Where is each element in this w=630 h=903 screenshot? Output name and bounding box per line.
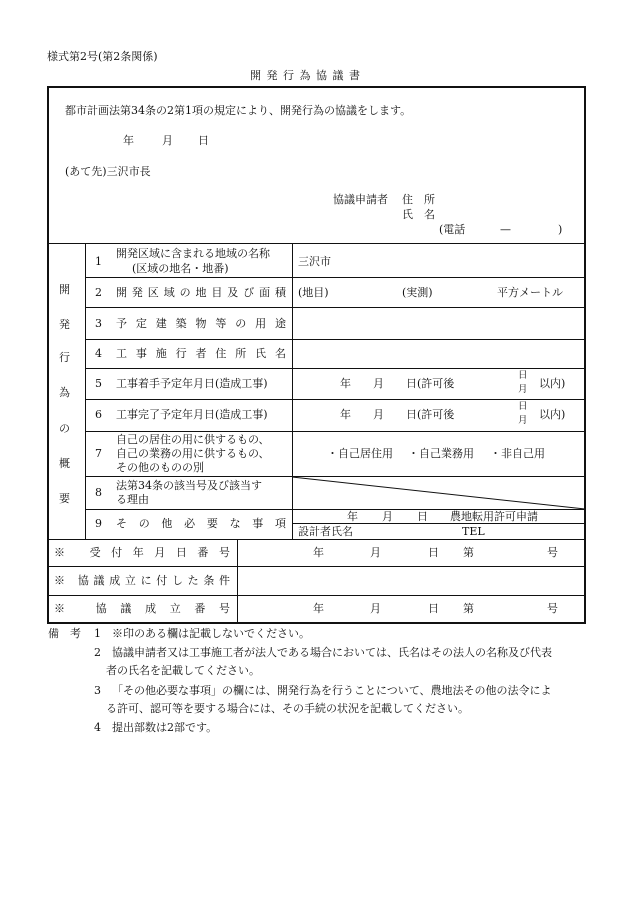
row-number: 2 [95, 286, 102, 299]
note-number: 4 [94, 721, 101, 734]
row5-year: 年 [340, 377, 351, 390]
row8-label-line: 法第34条の該当号及び該当す [116, 479, 262, 492]
side-label-char: 概 [59, 457, 70, 470]
row1-value: 三沢市 [298, 255, 331, 268]
note-number: 3 [94, 684, 101, 697]
receipt-day: 日 [428, 546, 439, 559]
row6-day: 日(許可後 [406, 408, 455, 421]
page-title: 開 発 行 為 協 議 書 [250, 69, 361, 82]
row7-label-line: 自己の業務の用に供するもの、 [116, 447, 270, 460]
row-number: 7 [95, 447, 102, 460]
row2-land-category: (地目) [298, 286, 329, 299]
row1-label-sub: (区域の地名・地番) [132, 262, 229, 275]
row-number: 1 [95, 255, 102, 268]
row5-day: 日(許可後 [406, 377, 455, 390]
side-label-char: 要 [59, 492, 70, 505]
row6-month: 月 [373, 408, 384, 421]
date-month: 月 [162, 134, 173, 147]
note-text: 者の氏名を記載してください。 [106, 664, 260, 677]
phone-open: (電話 [439, 223, 466, 236]
row6-within: 以内) [539, 408, 566, 421]
agreement-dai: 第 [463, 602, 474, 615]
agreement-go: 号 [547, 602, 558, 615]
applicant-label: 協議申請者 [333, 193, 388, 206]
diagonal-strike [292, 476, 585, 509]
row-number: 8 [95, 486, 102, 499]
receipt-year: 年 [313, 546, 324, 559]
note-text: 提出部数は2部です。 [112, 721, 218, 734]
row9-farmland-permit: 農地転用許可申請 [450, 510, 538, 523]
row5-month: 月 [373, 377, 384, 390]
row9-tel: TEL [462, 525, 485, 538]
agreement-year: 年 [313, 602, 324, 615]
row-number: 5 [95, 377, 102, 390]
side-label-char: 開 [59, 283, 70, 296]
row7-option-own-business: ・自己業務用 [408, 447, 474, 460]
receipt-label: ※ 受付年月日番号 [54, 546, 230, 559]
date-year: 年 [123, 134, 134, 147]
row7-option-non-self: ・非自己用 [490, 447, 545, 460]
note-text: る許可、認可等を要する場合には、その手続の状況を記載してください。 [106, 702, 469, 715]
name-label: 氏 名 [402, 208, 435, 221]
row6-ri: 日 [518, 401, 528, 412]
row2-unit: 平方メートル [497, 286, 563, 299]
row9-year: 年 [347, 510, 358, 523]
row8-label-line: る理由 [116, 493, 149, 506]
side-label-char: 行 [59, 351, 70, 364]
phone-dash: — [500, 223, 511, 236]
addressee: (あて先)三沢市長 [65, 165, 151, 178]
note-text: ※印のある欄は記載しないでください。 [112, 627, 310, 640]
row9-day: 日 [417, 510, 428, 523]
row7-label-line: 自己の居住の用に供するもの、 [116, 433, 270, 446]
row5-getsu: 月 [518, 384, 528, 395]
row6-getsu: 月 [518, 415, 528, 426]
row4-label: 工事施行者住所氏名 [116, 347, 286, 360]
row7-option-own-residence: ・自己居住用 [327, 447, 393, 460]
side-label-char: 為 [59, 386, 70, 399]
row-number: 4 [95, 347, 102, 360]
note-text: 協議申請者又は工事施工者が法人である場合においては、氏名はその法人の名称及び代表 [112, 646, 552, 659]
row2-label: 開発区域の地目及び面積 [116, 286, 286, 299]
row-number: 6 [95, 408, 102, 421]
agreement-number-label: ※ 協議成立番号 [54, 602, 230, 615]
receipt-month: 月 [370, 546, 381, 559]
note-number: 1 [94, 627, 101, 640]
address-label: 住 所 [402, 193, 435, 206]
row2-measured: (実測) [402, 286, 433, 299]
note-text: 「その他必要な事項」の欄には、開発行為を行うことについて、農地法その他の法令によ [112, 684, 552, 697]
agreement-day: 日 [428, 602, 439, 615]
row5-within: 以内) [539, 377, 566, 390]
row3-label: 予定建築物等の用途 [116, 317, 286, 330]
row7-label-line: その他のものの別 [116, 461, 204, 474]
row-number: 3 [95, 317, 102, 330]
conditions-label: ※ 協議成立に付した条件 [54, 574, 230, 587]
date-day: 日 [198, 134, 209, 147]
row6-year: 年 [340, 408, 351, 421]
side-label-char: 発 [59, 318, 70, 331]
receipt-go: 号 [547, 546, 558, 559]
row5-label: 工事着手予定年月日(造成工事) [116, 377, 268, 390]
row9-month: 月 [382, 510, 393, 523]
note-number: 2 [94, 646, 101, 659]
row9-label: その他必要な事項 [116, 517, 286, 530]
form-number: 様式第2号(第2条関係) [47, 50, 158, 63]
phone-close: ) [558, 223, 563, 236]
row6-label: 工事完了予定年月日(造成工事) [116, 408, 268, 421]
intro-text: 都市計画法第34条の2第1項の規定により、開発行為の協議をします。 [65, 104, 412, 117]
row1-label: 開発区域に含まれる地域の名称 [116, 247, 270, 260]
side-label-char: の [59, 422, 70, 435]
row9-designer-name: 設計者氏名 [298, 525, 353, 538]
row-number: 9 [95, 517, 102, 530]
notes-heading: 備 考 [48, 627, 81, 640]
agreement-month: 月 [370, 602, 381, 615]
row5-ri: 日 [518, 370, 528, 381]
receipt-dai: 第 [463, 546, 474, 559]
